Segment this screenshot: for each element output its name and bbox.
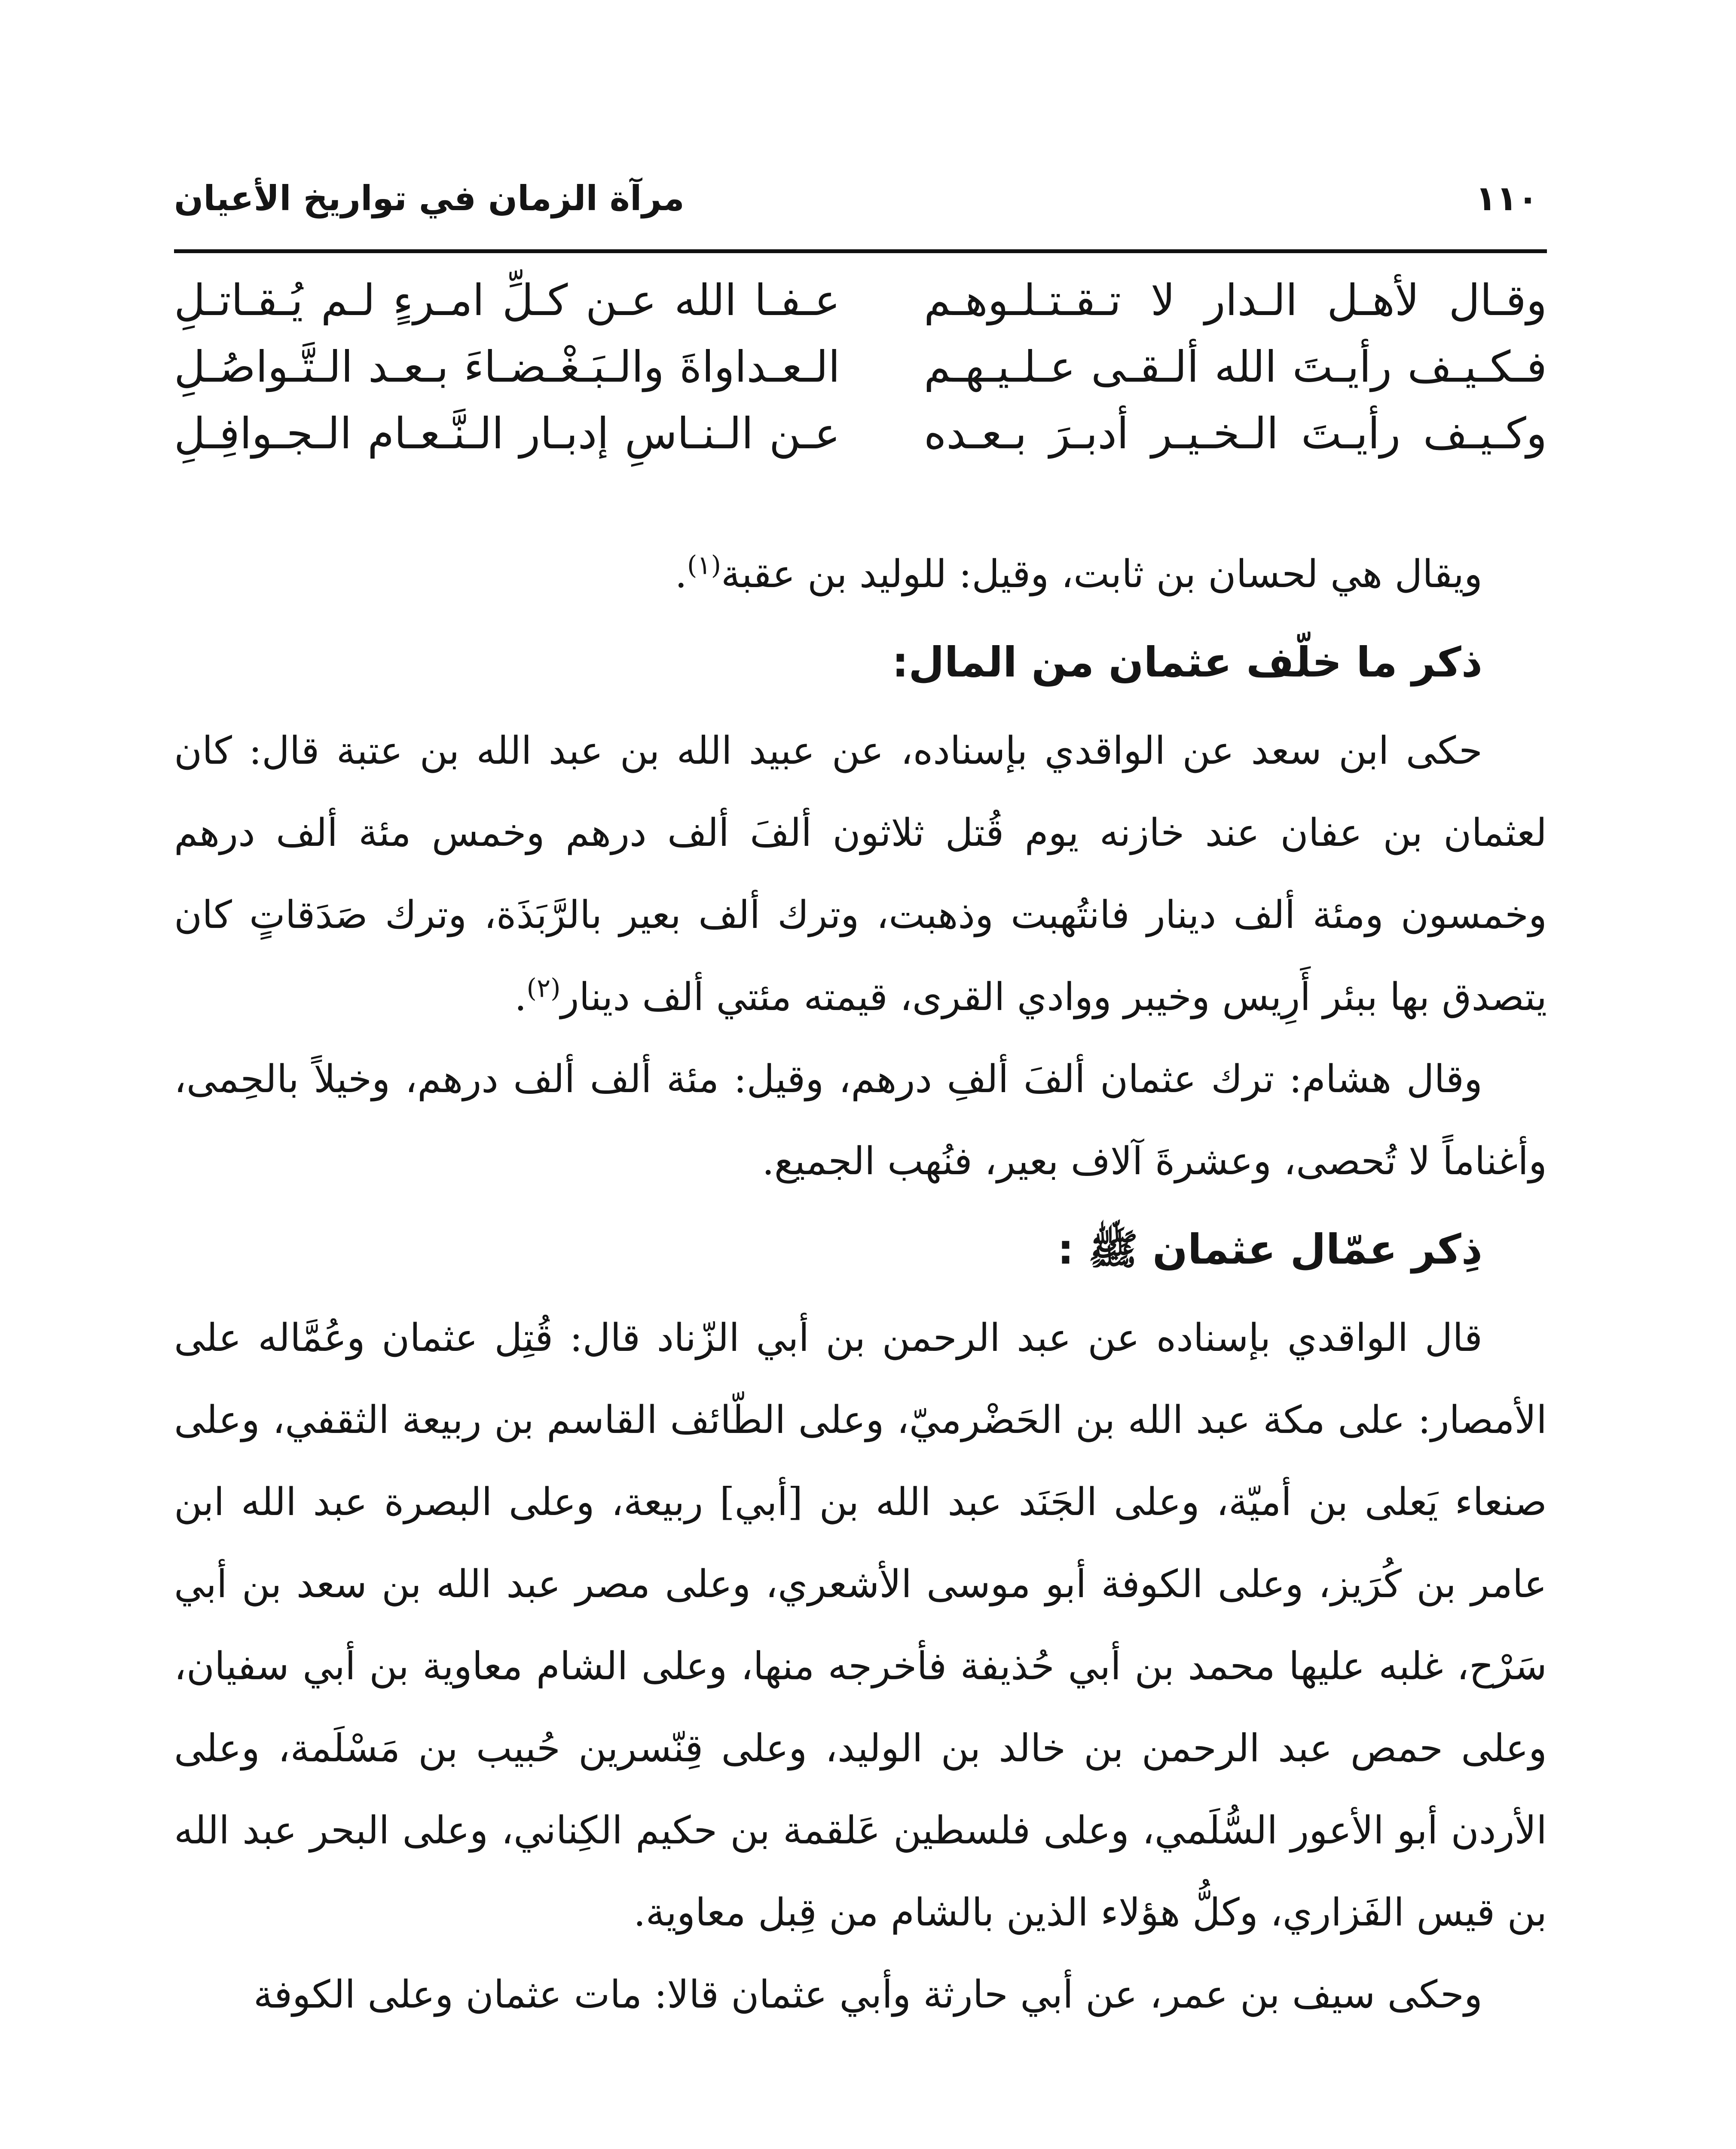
attribution-text: ويقال هي لحسان بن ثابت، وقيل: للوليد بن عقبة bbox=[721, 551, 1482, 596]
verse bbox=[174, 398, 1547, 464]
paragraph bbox=[174, 710, 1547, 1038]
poem bbox=[174, 264, 1547, 464]
section-heading: ذكر ما خلّف عثمان من المال: bbox=[892, 638, 1482, 686]
verse-first-hemistich: فـكـيـف رأيـتَ الله ألـقـى عـلـيـهـم bbox=[924, 342, 1547, 392]
verse bbox=[174, 331, 1547, 398]
running-header bbox=[174, 163, 1547, 234]
verse-second-hemistich: الـعـداواةَ والـبَـغْـضـاءَ بـعـد الـتَّـواصُـلِ bbox=[174, 342, 840, 392]
verse bbox=[174, 264, 1547, 331]
paragraph: وحكى سيف بن عمر، عن أبي حارثة وأبي عثمان قالا: مات عثمان وعلى الكوفة bbox=[253, 1972, 1482, 2017]
poem-attribution bbox=[174, 533, 1547, 615]
main-text bbox=[174, 550, 1547, 2036]
verse-second-hemistich: عـفـا الله عـن كـلِّ امـرءٍ لـم يُـقـاتـلِ bbox=[174, 275, 840, 325]
header-rule bbox=[174, 249, 1547, 253]
verse-first-hemistich: وكـيـف رأيـتَ الـخـيـر أدبـرَ بـعـده bbox=[924, 408, 1547, 459]
book-title: مرآة الزمان في تواريخ الأعيان bbox=[174, 178, 685, 218]
punctuation: . bbox=[675, 551, 687, 596]
punctuation: . bbox=[514, 974, 527, 1019]
paragraph: قال الواقدي بإسناده عن عبد الرحمن بن أبي الزّناد قال: قُتِل عثمان وعُمَّاله على الأمصار: على مكة عبد الله بن الحَضْرميّ، وعلى الطّائف القاسم بن ربيعة الثقفي، وعلى صنعاء يَعلى بن أميّة، وعلى الجَنَد عبد الله بن [أبي] ربيعة، وعلى البصرة عبد الله ابن عامر بن كُرَيز، وعلى الكوفة أبو موسى الأشعري، وعلى مصر عبد الله بن سعد بن أبي سَرْح، غلبه عليها محمد بن أبي حُذيفة فأخرجه منها، وعلى الشام معاوية بن أبي سفيان، وعلى حمص عبد الرحمن بن خالد بن الوليد، وعلى قِنّسرين حُبيب بن مَسْلَمة، وعلى الأردن أبو الأعور السُّلَمي، وعلى فلسطين عَلقمة بن حكيم الكِناني، وعلى البحر عبد الله بن قيس الفَزاري، وكلُّ هؤلاء الذين بالشام من قِبل معاوية. bbox=[174, 1315, 1547, 1935]
section-heading: ذِكر عمّال عثمان ﷺ : bbox=[1057, 1225, 1482, 1273]
paragraph-text: حكى ابن سعد عن الواقدي بإسناده، عن عبيد الله بن عبد الله بن عتبة قال: كان لعثمان بن عفان عند خازنه يوم قُتل ثلاثون ألفَ ألف درهم وخمس مئة ألف درهم وخمسون ومئة ألف دينار فانتُهبت وذهبت، وترك ألف بعير بالرَّبَذَة، وترك صَدَقاتٍ كان يتصدق بها ببئر أَرِيس وخيبر ووادي القرى، قيمته مئتي ألف دينار bbox=[174, 728, 1547, 1019]
footnote-ref: (٢) bbox=[526, 973, 561, 1004]
paragraph: وقال هشام: ترك عثمان ألفَ ألفِ درهم، وقيل: مئة ألف ألف درهم، وخيلاً بالحِمى، وأغناماً لا تُحصى، وعشرةَ آلاف بعير، فنُهب الجميع. bbox=[174, 1056, 1547, 1183]
verse-first-hemistich: وقـال لأهـل الـدار لا تـقـتـلـوهـم bbox=[924, 275, 1547, 325]
footnote-ref: (١) bbox=[687, 550, 721, 581]
verse-second-hemistich: عـن الـنـاسِ إدبـار الـنَّـعـام الـجـوافِـلِ bbox=[174, 408, 840, 459]
page-number: ١١٠ bbox=[1475, 178, 1538, 218]
